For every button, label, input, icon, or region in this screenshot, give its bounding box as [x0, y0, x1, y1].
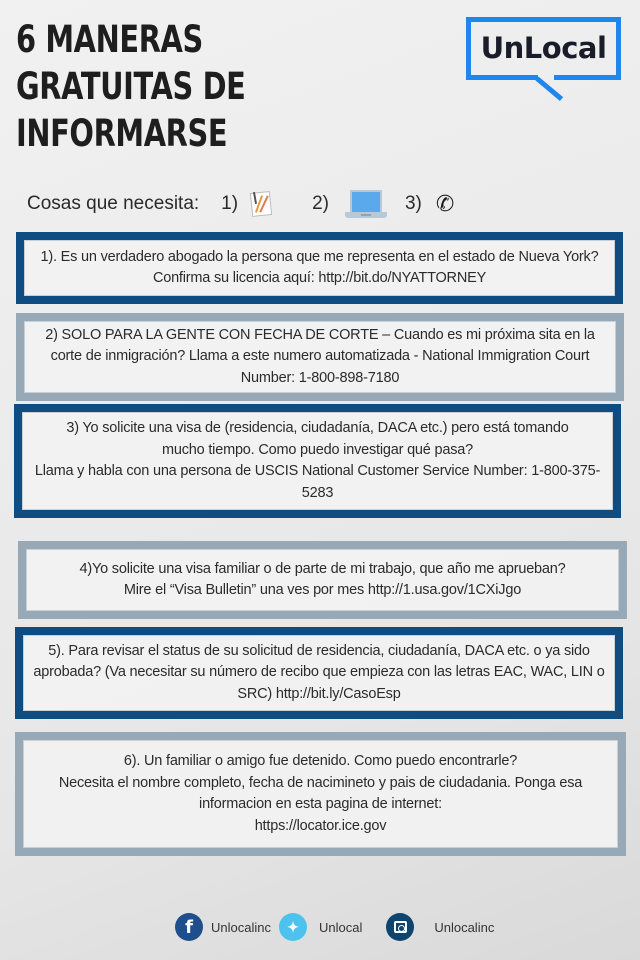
- things-needed-row: [27, 189, 454, 219]
- info-box-6: [15, 732, 626, 856]
- instagram-icon[interactable]: [386, 913, 414, 941]
- info-box-text: 5). Para revisar el status de su solicitud de residencia, ciudadanía, DACA etc. o ya sido aprobada? (Va necesitar su número de recibo que empieza con las letras EAC, WAC, LIN o SRC) http://bit.ly/CasoEsp: [23, 635, 615, 711]
- paper-pencil-icon: [248, 190, 272, 218]
- unlocal-logo: [466, 17, 621, 80]
- logo-text: UnLocal: [480, 31, 607, 65]
- answer-text: Mire el “Visa Bulletin” una ves por mes http://1.usa.gov/1CXiJgo: [123, 582, 522, 598]
- info-box-1: [16, 232, 623, 304]
- laptop-icon: [345, 189, 387, 219]
- page-title: [16, 16, 245, 157]
- facebook-handle[interactable]: Unlocalinc: [211, 919, 271, 935]
- item-number: 2): [312, 193, 329, 214]
- things-needed-label: Cosas que necesita:: [27, 193, 200, 214]
- info-box-text: [26, 549, 619, 611]
- question-text: 4)Yo solicite una visa familiar o de parte de mi trabajo, que año me aprueban?: [79, 560, 566, 577]
- info-box-3: [14, 404, 621, 518]
- answer-text: Llama y habla con una persona de USCIS National Customer Service Number: 1-800-375-5283: [34, 463, 601, 501]
- twitter-icon[interactable]: ✦: [279, 913, 307, 941]
- title-line: GRATUITAS DE: [16, 65, 246, 108]
- instagram-handle[interactable]: Unlocalinc: [434, 919, 495, 935]
- item-number: 1): [221, 193, 239, 214]
- phone-icon: ✆: [435, 191, 455, 216]
- info-box-text: [23, 740, 618, 848]
- facebook-icon[interactable]: f: [175, 913, 203, 941]
- item-number: 3): [404, 193, 422, 214]
- question-text: 6). Un familiar o amigo fue detenido. Como puedo encontrarle?: [123, 753, 518, 769]
- title-line: INFORMARSE: [16, 112, 228, 155]
- info-box-text: [22, 412, 613, 510]
- twitter-handle[interactable]: Unlocal: [318, 919, 363, 935]
- speech-bubble-tail: [535, 77, 563, 101]
- question-text: 3) Yo solicite una visa de (residencia, ciudadanía, DACA etc.) pero está tomando mucho tiempo. Como puedo investigar qué pasa?: [66, 420, 569, 458]
- info-box-4: [18, 541, 627, 619]
- logo-border-left: [466, 75, 538, 80]
- info-box-text: 1). Es un verdadero abogado la persona que me representa en el estado de Nueva York? Confirma su licencia aquí: http://bit.do/NYATTORNEY: [24, 240, 615, 296]
- info-box-text: 2) SOLO PARA LA GENTE CON FECHA DE CORTE – Cuando es mi próxima sita en la corte de inmigración? Llama a este numero automatizada - National Immigration Court Number: 1-800-898-7180: [24, 321, 616, 393]
- title-line: 6 MANERAS: [16, 18, 203, 61]
- logo-border-right: [554, 75, 621, 80]
- ice-locator-link[interactable]: https://locator.ice.gov: [254, 817, 387, 834]
- info-box-2: [16, 313, 624, 401]
- info-box-5: [15, 627, 623, 719]
- answer-text: Necesita el nombre completo, fecha de nacimineto y pais de ciudadania. Ponga esa informacion en esta pagina de internet:: [58, 774, 583, 812]
- social-links: [175, 913, 494, 941]
